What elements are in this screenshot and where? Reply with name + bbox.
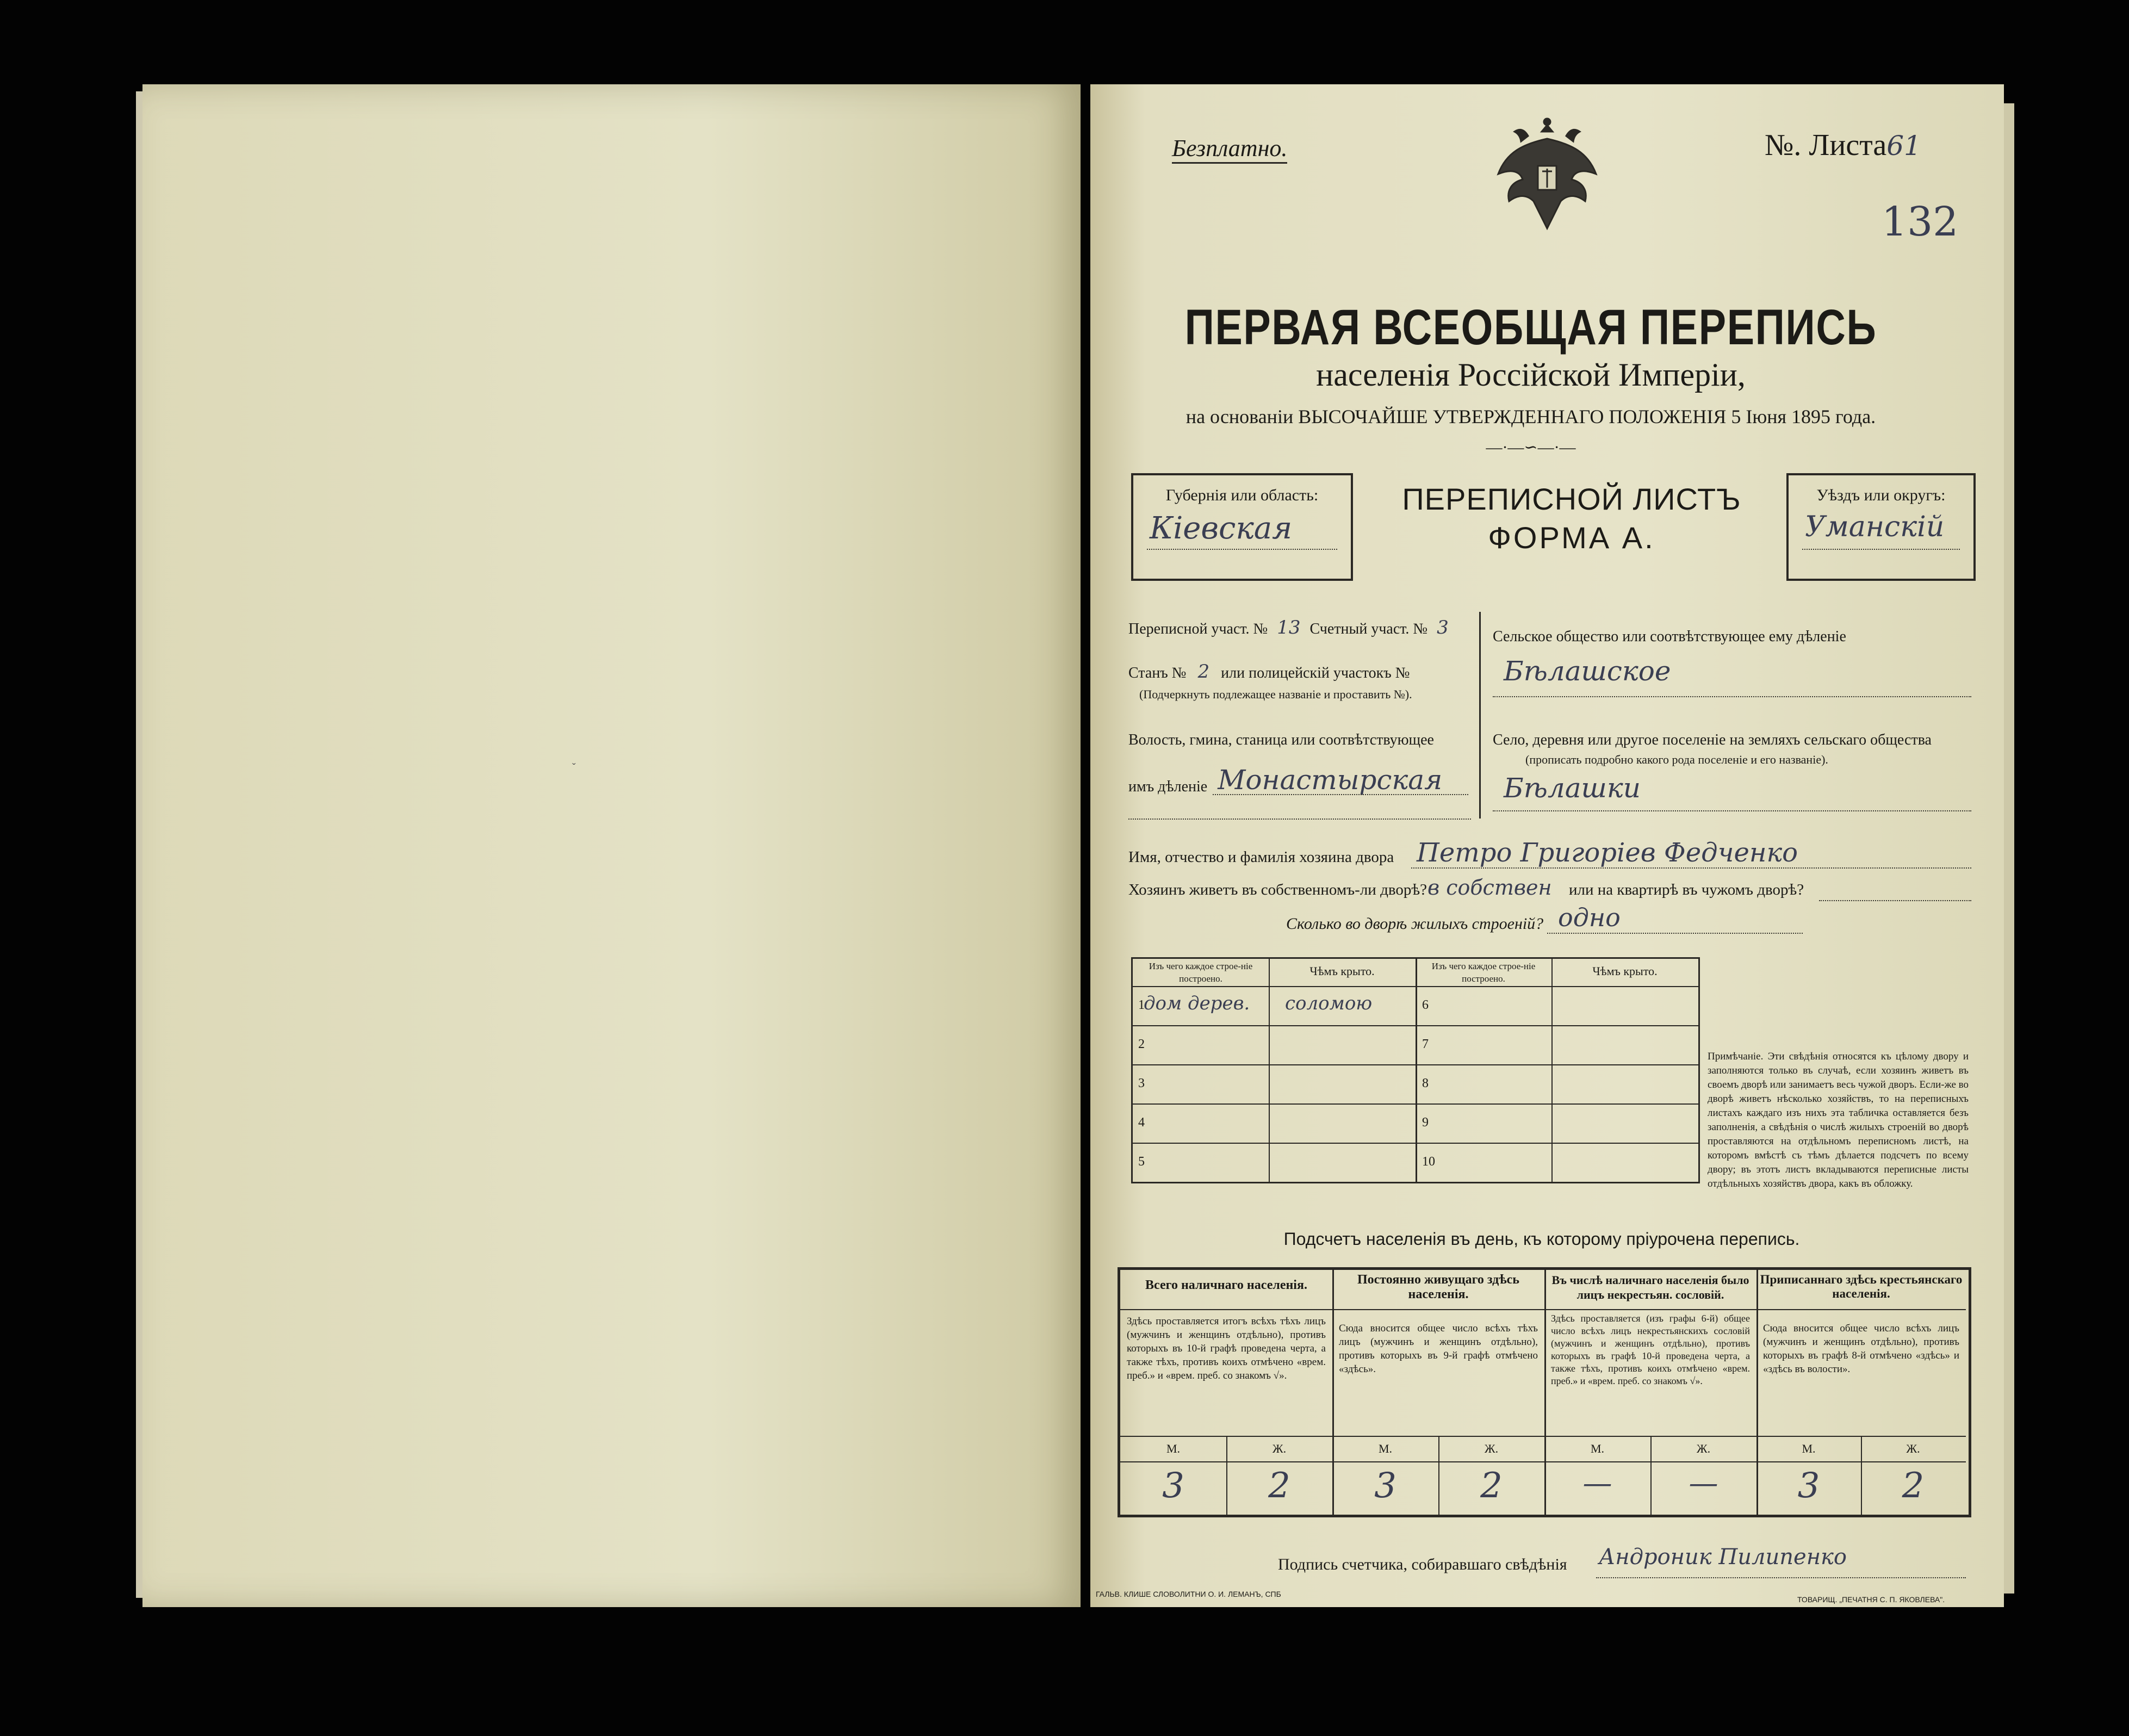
sheet-number-label: №. Листа <box>1765 128 1887 162</box>
owner-name-value: Петро Григорiев Федченко <box>1417 838 1798 868</box>
count-col-desc: Здѣсь проставляется итогъ всѣхъ тѣхъ лицъ (мужчинъ и женщинъ отдѣльно), противъ которыхъ въ 10-й графѣ проведена черта, а также тѣхъ, противъ коихъ отмѣчено «врем. преб.» и «врем. преб. со знакомъ √». <box>1127 1316 1326 1381</box>
imperial-eagle-icon <box>1490 114 1604 239</box>
count-f-value: 2 <box>1902 1466 1925 1506</box>
bt-row-2 <box>1133 1026 1416 1065</box>
bt-row-number: 4 <box>1138 1115 1145 1130</box>
volost-field <box>1128 764 1471 796</box>
m-label: М. <box>1802 1442 1816 1455</box>
bt-col3-header: Изъ чего каждое строе-ніе построено. <box>1431 961 1536 984</box>
obshchestvo-label: Сельское общество или соотвѣтствующее ему дѣленіе <box>1493 628 1846 645</box>
count-m-value: — <box>1582 1466 1612 1500</box>
bt-row-9 <box>1417 1105 1698 1144</box>
footer-left: ГАЛЬВ. КЛИШЕ СЛОВОЛИТНИ О. И. ЛЕМАНЪ, СПБ <box>1096 1590 1281 1598</box>
count-col-desc: Здѣсь проставляется (изъ графы 6-й) общее число всѣхъ лицъ некрестьянскихъ сословій (мужчинъ и женщинъ отдѣльно), противъ которыхъ въ графѣ 10-й проведена черта, а также тѣхъ, противъ коихъ отмѣчено «врем. преб.» и «врем. преб. со знакомъ √». <box>1551 1313 1750 1386</box>
bt-row1-material: дом дерев. <box>1144 993 1250 1014</box>
form-title-block <box>1357 481 1786 555</box>
schet-uch-value: 3 <box>1437 617 1449 638</box>
bt-row-number: 5 <box>1138 1155 1145 1169</box>
remark-note: Примѣчаніе. Эти свѣдѣнія относятся къ цѣлому двору и заполняются только въ случаѣ, если хозяинъ живетъ въ своемъ дворѣ или занимаетъ весь чужой дворъ. Если-же во дворѣ живетъ нѣсколько хозяйствъ, то на переписныхъ листахъ каждаго изъ нихъ эта табличка оставляется безъ заполненія, а свѣдѣнія о числѣ жилыхъ строеній во дворѣ проставляются на отдѣльномъ переписномъ листѣ, на которомъ вмѣстѣ съ тѣмъ дѣлается подсчетъ по всему двору; въ этотъ листъ вкладываются переписные листы отдѣльныхъ хозяйствъ двора, какъ въ обложку. <box>1708 1051 1969 1189</box>
count-m-value: 3 <box>1162 1466 1184 1506</box>
count-col-2 <box>1332 1270 1546 1515</box>
obshchestvo-value: Бѣлашское <box>1504 655 1671 687</box>
fields-divider <box>1479 612 1481 819</box>
count-f-value: 2 <box>1480 1466 1503 1506</box>
f-label: Ж. <box>1272 1442 1287 1455</box>
m-label: М. <box>1378 1442 1393 1455</box>
count-m-value: 3 <box>1374 1466 1396 1506</box>
bt-col2-header: Чѣмъ крыто. <box>1309 964 1375 978</box>
bt-row-3 <box>1133 1065 1416 1105</box>
perepis-uch-value: 13 <box>1277 617 1301 638</box>
census-subtitle: населенія Россійской Имперіи, <box>1316 357 1746 393</box>
stan-value: 2 <box>1197 661 1210 683</box>
m-label: М. <box>1590 1442 1605 1455</box>
population-count-table <box>1118 1267 1971 1517</box>
bt-row-5 <box>1133 1144 1416 1181</box>
archive-page-number: 132 <box>1882 199 1959 245</box>
bt-col4-header: Чѣмъ крыто. <box>1592 964 1658 978</box>
stan-label: Станъ № <box>1128 665 1187 681</box>
bt-row-8 <box>1417 1065 1698 1105</box>
perepis-uch-label: Переписной участ. № <box>1128 621 1268 637</box>
census-title: ПЕРВАЯ ВСЕОБЩАЯ ПЕРЕПИСЬ <box>1184 300 1877 355</box>
m-label: М. <box>1166 1442 1181 1455</box>
count-m-value: 3 <box>1797 1466 1820 1506</box>
count-heading: Подсчетъ населенія въ день, къ которому пріурочена перепись. <box>1283 1229 1800 1249</box>
bt-row-number: 10 <box>1422 1155 1435 1169</box>
count-col-title: Въ числѣ наличнаго населенія было лицъ некрестьян. сословій. <box>1551 1273 1749 1301</box>
police-label: или полицейскій участокъ № <box>1221 665 1410 681</box>
count-col-3 <box>1544 1270 1758 1515</box>
owner-lives-label: Хозяинъ живетъ въ собственномъ-ли дворѣ? <box>1128 881 1427 898</box>
uezd-value: Уманскій <box>1805 511 1945 543</box>
census-decree: на основаніи ВЫСОЧАЙШЕ УТВЕРЖДЕННАГО ПОЛОЖЕНІЯ 5 Іюня 1895 года. <box>1185 406 1876 427</box>
sheet-number <box>1765 128 1921 163</box>
count-col-4 <box>1756 1270 1966 1515</box>
count-col-title: Приписаннаго здѣсь крестьянскаго населенія. <box>1760 1273 1963 1300</box>
volost-value: Монастырская <box>1218 764 1443 796</box>
uezd-box <box>1786 473 1976 581</box>
uezd-label: Уѣздъ или округъ: <box>1816 486 1946 504</box>
bt-row-number: 8 <box>1422 1076 1429 1090</box>
buildings-table <box>1131 957 1700 1183</box>
stan-field <box>1128 661 1410 683</box>
free-label: Безплатно. <box>1172 134 1287 164</box>
perepis-uchastok <box>1128 617 1449 638</box>
volost-label-2: имъ дѣленіе <box>1128 778 1208 795</box>
census-form-page <box>1090 84 2004 1607</box>
bt-row-number: 3 <box>1138 1076 1145 1090</box>
f-label: Ж. <box>1906 1442 1920 1455</box>
bt-row-7 <box>1417 1026 1698 1065</box>
owner-lives-value: в собствен <box>1427 876 1552 900</box>
bt-row1-roof: соломою <box>1285 993 1373 1014</box>
buildings-count-value: одно <box>1558 903 1621 932</box>
bt-row-number: 1 <box>1138 998 1145 1012</box>
sheet-number-value: 61 <box>1886 130 1921 162</box>
owner-lives-label-2: или на квартирѣ въ чужомъ дворѣ? <box>1569 881 1804 898</box>
bt-row-1 <box>1133 987 1416 1026</box>
selo-note: (прописать подробно какого рода поселеніе и его названіе). <box>1525 753 1828 766</box>
count-f-value: — <box>1689 1466 1718 1500</box>
form-title: ПЕРЕПИСНОЙ ЛИСТЪ <box>1402 482 1741 516</box>
selo-label: Село, деревня или другое поселеніе на земляхъ сельскаго общества <box>1493 731 1932 748</box>
f-label: Ж. <box>1696 1442 1711 1455</box>
owner-name-label: Имя, отчество и фамилія хозяина двора <box>1128 848 1394 866</box>
bt-row-4 <box>1133 1105 1416 1144</box>
selo-value: Бѣлашки <box>1504 772 1641 804</box>
volost-label-1: Волость, гмина, станица или соотвѣтствующее <box>1128 731 1434 748</box>
bt-row-10 <box>1417 1144 1698 1181</box>
gubernia-box <box>1131 473 1353 581</box>
bt-row-number: 6 <box>1422 998 1429 1012</box>
signature-value: Андроник Пилипенко <box>1599 1545 1847 1570</box>
f-label: Ж. <box>1484 1442 1499 1455</box>
count-col-desc: Сюда вносится общее число всѣхъ лицъ (мужчинъ и женщинъ отдѣльно), противъ которыхъ въ графѣ 8-й отмѣчено «здѣсь» и «здѣсь въ волости». <box>1763 1323 1959 1375</box>
count-f-value: 2 <box>1268 1466 1290 1506</box>
form-subtitle: ФОРМА А. <box>1488 520 1655 555</box>
buildings-count-label: Сколько во дворѣ жилыхъ строеній? <box>1286 915 1544 933</box>
bt-row-number: 9 <box>1422 1115 1429 1130</box>
bt-row-number: 2 <box>1138 1037 1145 1051</box>
count-col-title: Постоянно живущаго здѣсь населенія. <box>1357 1273 1519 1301</box>
left-page-mark: ˇ <box>572 761 576 773</box>
schet-uch-label: Счетный участ. № <box>1309 621 1428 637</box>
gubernia-value: Кіевская <box>1150 511 1293 546</box>
signature-label: Подпись счетчика, собиравшаго свѣдѣнія <box>1278 1555 1567 1573</box>
left-page <box>142 84 1081 1607</box>
title-ornament: —·—∽—·— <box>1486 438 1576 456</box>
bt-col1-header: Изъ чего каждое строе-ніе построено. <box>1149 961 1253 984</box>
count-col-1 <box>1120 1270 1334 1515</box>
gubernia-label: Губернія или область: <box>1165 486 1319 504</box>
bt-row-6 <box>1417 987 1698 1026</box>
count-col-title: Всего наличнаго населенія. <box>1145 1278 1307 1292</box>
underline-note: (Подчеркнуть подлежащее названіе и проставить №). <box>1139 687 1412 701</box>
bt-row-number: 7 <box>1422 1037 1429 1051</box>
footer-right: ТОВАРИЩ. „ПЕЧАТНЯ С. П. ЯКОВЛЕВА". <box>1797 1595 1945 1604</box>
count-col-desc: Сюда вносится общее число всѣхъ тѣхъ лицъ (мужчинъ и женщинъ отдѣльно), противъ которыхъ въ 9-й графѣ отмѣчено «здѣсь». <box>1339 1323 1538 1375</box>
